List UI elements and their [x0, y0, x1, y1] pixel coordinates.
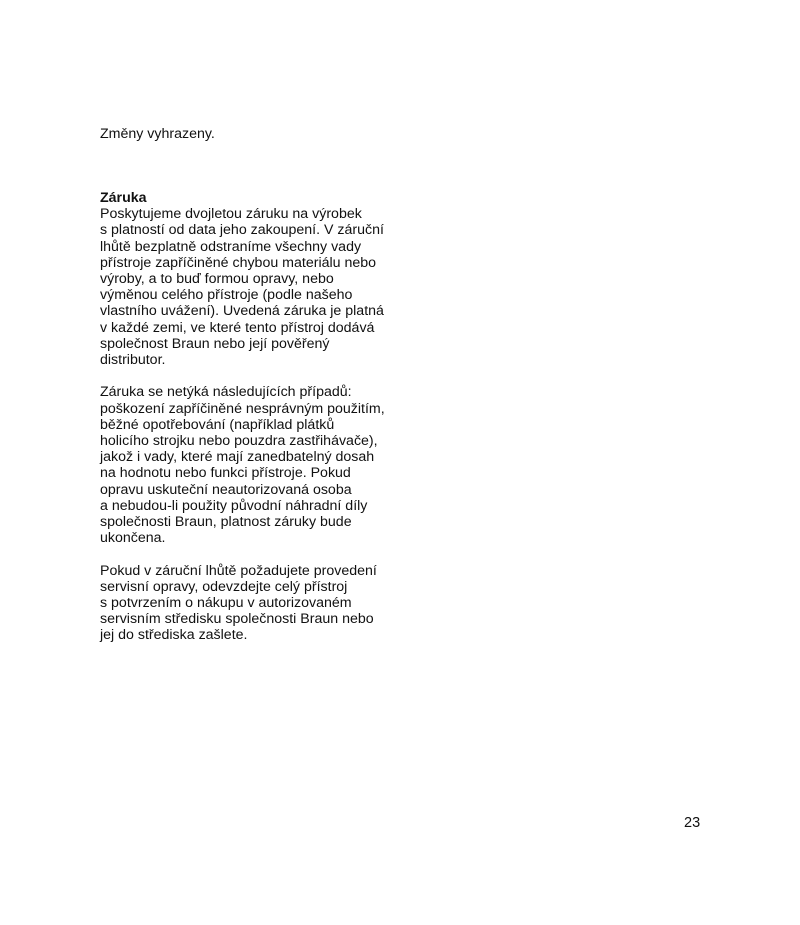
paragraph-line: výroby, a to buď formou opravy, nebo [100, 271, 334, 288]
paragraph-line: vlastního uvážení). Uvedená záruka je platná [100, 303, 384, 320]
paragraph-line: s platností od data jeho zakoupení. V záruční [100, 222, 384, 239]
warranty-heading: Záruka [100, 190, 147, 206]
warranty-section [100, 190, 400, 660]
paragraph-line: distributor. [100, 352, 166, 369]
changes-notice: Změny vyhrazeny. [100, 126, 215, 142]
paragraph-line: běžné opotřebování (například plátků [100, 416, 335, 433]
paragraph-line: ukončena. [100, 530, 166, 547]
paragraph-line: Pokud v záruční lhůtě požadujete provedení [100, 562, 377, 579]
warranty-service-paragraph [100, 563, 400, 644]
warranty-paragraph-1 [100, 206, 400, 368]
paragraph-line: Poskytujeme dvojletou záruku na výrobek [100, 206, 362, 223]
paragraph-line: společnosti Braun, platnost záruky bude [100, 514, 352, 531]
paragraph-line: holicího strojku nebo pouzdra zastřihávače), [100, 433, 378, 450]
paragraph-line: servisním středisku společnosti Braun nebo [100, 611, 374, 628]
paragraph-line: s potvrzením o nákupu v autorizovaném [100, 595, 352, 612]
paragraph-line: poškození zapříčiněné nesprávným použitím, [100, 400, 385, 417]
paragraph-line: jakož i vady, které mají zanedbatelný dosah [100, 449, 375, 466]
page-number: 23 [684, 815, 701, 831]
paragraph-line: společnost Braun nebo její pověřený [100, 335, 330, 352]
paragraph-line: přístroje zapříčiněné chybou materiálu nebo [100, 254, 377, 271]
paragraph-line: servisní opravy, odevzdejte celý přístroj [100, 578, 348, 595]
paragraph-line: lhůtě bezplatně odstraníme všechny vady [100, 238, 362, 255]
paragraph-line: Záruka se netýká následujících případů: [100, 384, 352, 401]
paragraph-line: výměnou celého přístroje (podle našeho [100, 287, 353, 304]
paragraph-line: a nebudou-li použity původní náhradní díly [100, 497, 368, 514]
paragraph-line: na hodnotu nebo funkci přístroje. Pokud [100, 465, 351, 482]
warranty-exclusions-paragraph [100, 384, 400, 546]
paragraph-line: jej do střediska zašlete. [100, 627, 248, 644]
paragraph-line: opravu uskuteční neautorizovaná osoba [100, 481, 352, 498]
paragraph-line: v každé zemi, ve které tento přístroj dodává [100, 319, 375, 336]
